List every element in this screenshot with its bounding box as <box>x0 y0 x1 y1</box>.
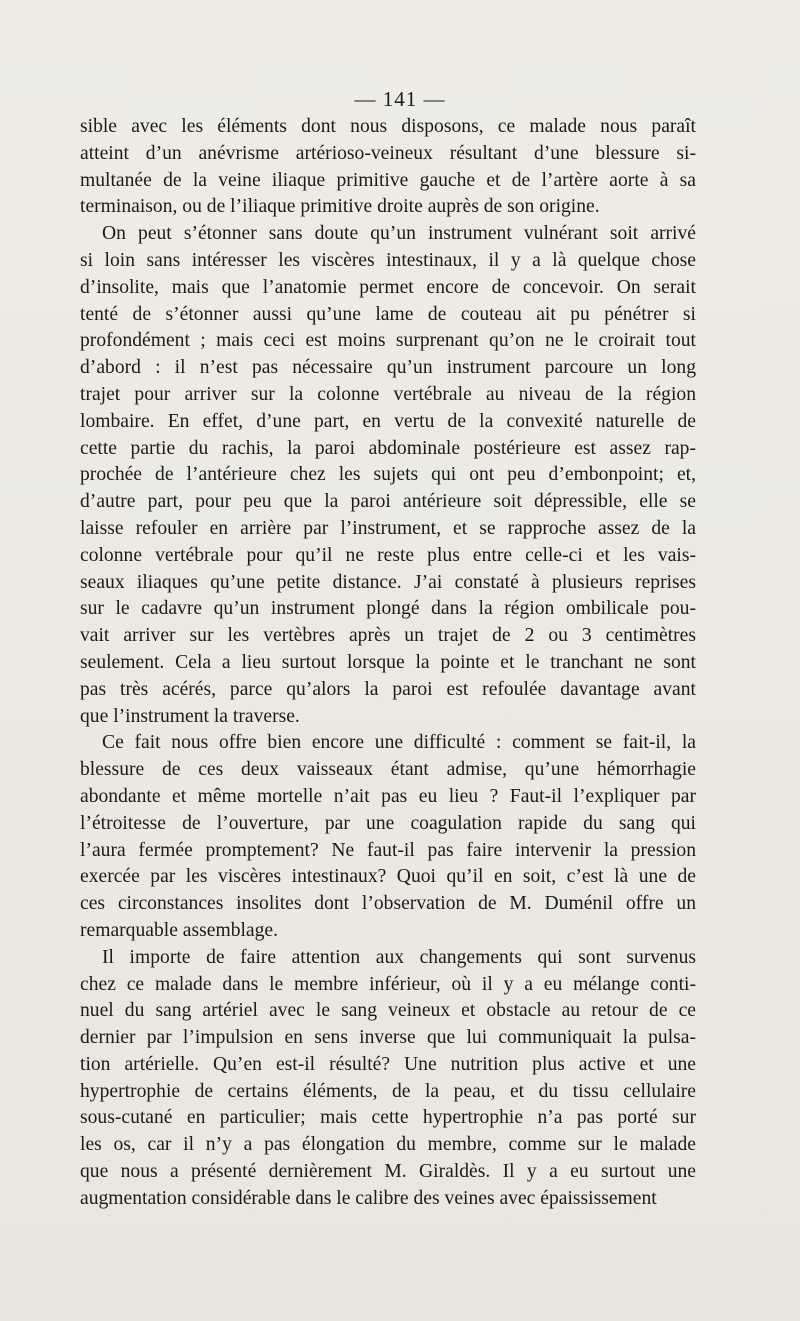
text-line: pas très acérés, parce qu’alors la paroi est refoulée davantage avant <box>80 678 696 700</box>
text-line: profondément ; mais ceci est moins surprenant qu’on ne le croirait tout <box>80 330 696 352</box>
text-line: abondante et même mortelle n’ait pas eu lieu ? Faut-il l’expliquer par <box>80 785 696 807</box>
text-line: d’autre part, pour peu que la paroi antérieure soit dépressible, elle se <box>80 491 696 513</box>
text-line: On peut s’étonner sans doute qu’un instrument vulnérant soit arrivé <box>102 223 696 245</box>
text-line: atteint d’un anévrisme artérioso-veineux résultant d’une blessure si- <box>80 142 696 164</box>
text-line: exercée par les viscères intestinaux? Quoi qu’il en soit, c’est là une de <box>80 866 696 888</box>
text-line: vait arriver sur les vertèbres après un trajet de 2 ou 3 centimètres <box>80 625 696 647</box>
paragraph <box>80 945 696 1213</box>
paragraph <box>80 730 696 944</box>
text-line: ces circonstances insolites dont l’observation de M. Duménil offre un <box>80 893 696 915</box>
text-line: sous-cutané en particulier; mais cette hypertrophie n’a pas porté sur <box>80 1107 696 1129</box>
text-line: les os, car il n’y a pas élongation du membre, comme sur le malade <box>80 1134 696 1156</box>
text-line: d’insolite, mais que l’anatomie permet encore de concevoir. On serait <box>80 276 696 298</box>
text-line: trajet pour arriver sur la colonne vertébrale au niveau de la région <box>80 383 696 405</box>
text-line: sible avec les éléments dont nous disposons, ce malade nous paraît <box>80 116 696 137</box>
text-line: Ce fait nous offre bien encore une difficulté : comment se fait-il, la <box>102 732 696 754</box>
text-line: tion artérielle. Qu’en est-il résulté? Une nutrition plus active et une <box>80 1053 696 1075</box>
text-line: cette partie du rachis, la paroi abdominale postérieure est assez rap- <box>80 437 696 459</box>
text-line: si loin sans intéresser les viscères intestinaux, il y a là quelque chose <box>80 249 696 271</box>
text-line: l’étroitesse de l’ouverture, par une coagulation rapide du sang qui <box>80 812 696 834</box>
text-line: multanée de la veine iliaque primitive gauche et de l’artère aorte à sa <box>80 169 696 191</box>
text-line: que l’instrument la traverse. <box>80 705 300 727</box>
text-line: remarquable assemblage. <box>80 919 279 941</box>
text-line: laisse refouler en arrière par l’instrument, et se rapproche assez de la <box>80 517 696 539</box>
text-line: hypertrophie de certains éléments, de la peau, et du tissu cellulaire <box>80 1080 696 1102</box>
text-line: Il importe de faire attention aux changements qui sont survenus <box>102 946 696 968</box>
text-line: prochée de l’antérieure chez les sujets qui ont peu d’embonpoint; et, <box>80 464 696 486</box>
text-line: seaux iliaques qu’une petite distance. J’ai constaté à plusieurs reprises <box>80 571 696 593</box>
paragraph <box>80 221 696 730</box>
text-line: nuel du sang artériel avec le sang veineux et obstacle au retour de ce <box>80 1000 696 1022</box>
text-line: chez ce malade dans le membre inférieur, où il y a eu mélange conti- <box>80 973 696 995</box>
paragraph <box>80 114 696 221</box>
text-line: l’aura fermée promptement? Ne faut-il pas faire intervenir la pression <box>80 839 696 861</box>
text-line: terminaison, ou de l’iliaque primitive droite auprès de son origine. <box>80 196 600 218</box>
text-line: d’abord : il n’est pas nécessaire qu’un instrument parcoure un long <box>80 357 696 379</box>
text-line: colonne vertébrale pour qu’il ne reste plus entre celle-ci et les vais- <box>80 544 696 566</box>
text-line: sur le cadavre qu’un instrument plongé dans la région ombilicale pou- <box>80 598 696 620</box>
text-line: tenté de s’étonner aussi qu’une lame de couteau ait pu pénétrer si <box>80 303 696 325</box>
text-line: lombaire. En effet, d’une part, en vertu de la convexité naturelle de <box>80 410 696 432</box>
text-line: dernier par l’impulsion en sens inverse que lui communiquait la pulsa- <box>80 1027 696 1049</box>
body-text <box>80 114 696 1213</box>
page-number: — 141 — <box>354 87 446 111</box>
text-line: que nous a présenté dernièrement M. Giraldès. Il y a eu surtout une <box>80 1161 696 1183</box>
text-line: blessure de ces deux vaisseaux étant admise, qu’une hémorrhagie <box>80 759 696 781</box>
text-line: seulement. Cela a lieu surtout lorsque la pointe et le tranchant ne sont <box>80 651 696 673</box>
text-line: augmentation considérable dans le calibre des veines avec épaississement <box>80 1187 657 1209</box>
